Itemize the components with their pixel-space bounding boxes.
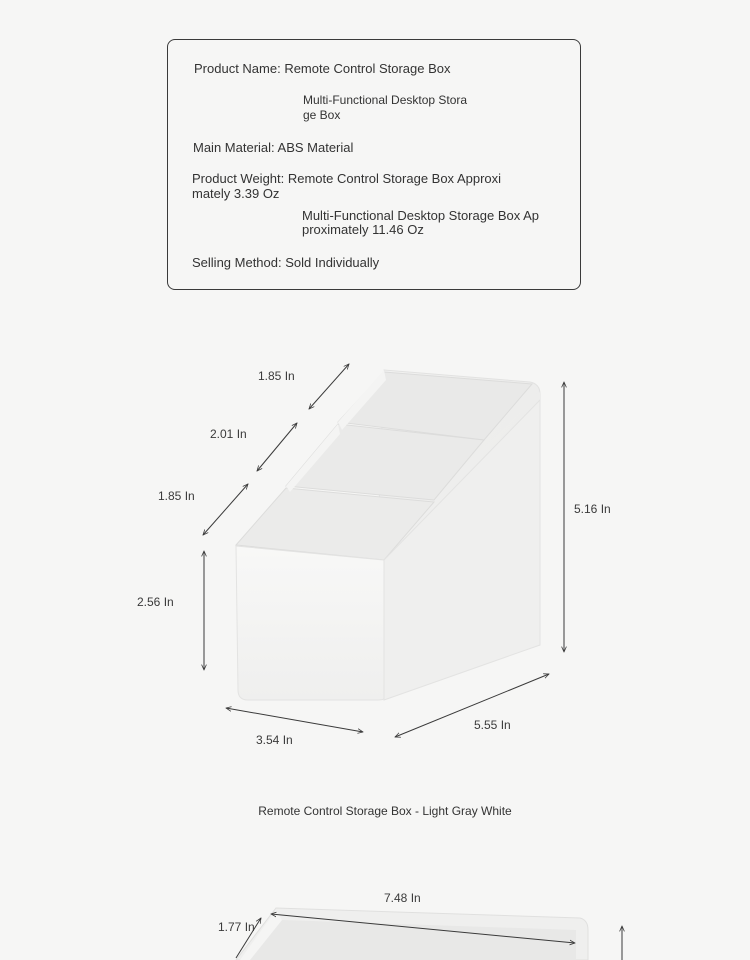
- dim-label-compartment-2: 1.77 In: [218, 920, 255, 934]
- spec-selling-method: Selling Method: Sold Individually: [192, 255, 380, 270]
- dim-label-front-compartment: 1.85 In: [158, 489, 195, 503]
- dim-label-total-height: 5.16 In: [574, 502, 611, 516]
- dim-label-front-height: 2.56 In: [137, 595, 174, 609]
- dim-label-depth: 5.55 In: [474, 718, 511, 732]
- spec-product-name: Product Name: Remote Control Storage Box: [194, 61, 451, 76]
- spec-main-material: Main Material: ABS Material: [193, 140, 354, 155]
- spec-product-name-2-line2: ge Box: [303, 108, 341, 122]
- dim-label-middle-compartment: 2.01 In: [210, 427, 247, 441]
- spec-product-name-2-line1: Multi-Functional Desktop Stora: [303, 93, 468, 107]
- spec-weight-2-line2: proximately 11.46 Oz: [302, 222, 424, 237]
- product-caption: Remote Control Storage Box - Light Gray White: [258, 804, 512, 818]
- dimension-arrow-width: [226, 708, 363, 732]
- dimension-arrow-front-compartment: [203, 484, 248, 535]
- dim-label-length: 7.48 In: [384, 891, 421, 905]
- storage-box-image: [236, 370, 540, 700]
- dim-label-back-compartment: 1.85 In: [258, 369, 295, 383]
- spec-weight-line1: Product Weight: Remote Control Storage Box Approxi: [192, 171, 502, 186]
- dimension-arrow-middle-compartment: [257, 423, 297, 471]
- dimension-arrow-back-compartment: [309, 364, 349, 409]
- dim-label-width: 3.54 In: [256, 733, 293, 747]
- spec-weight-line2: mately 3.39 Oz: [192, 186, 280, 201]
- spec-weight-2-line1: Multi-Functional Desktop Storage Box Ap: [302, 208, 540, 223]
